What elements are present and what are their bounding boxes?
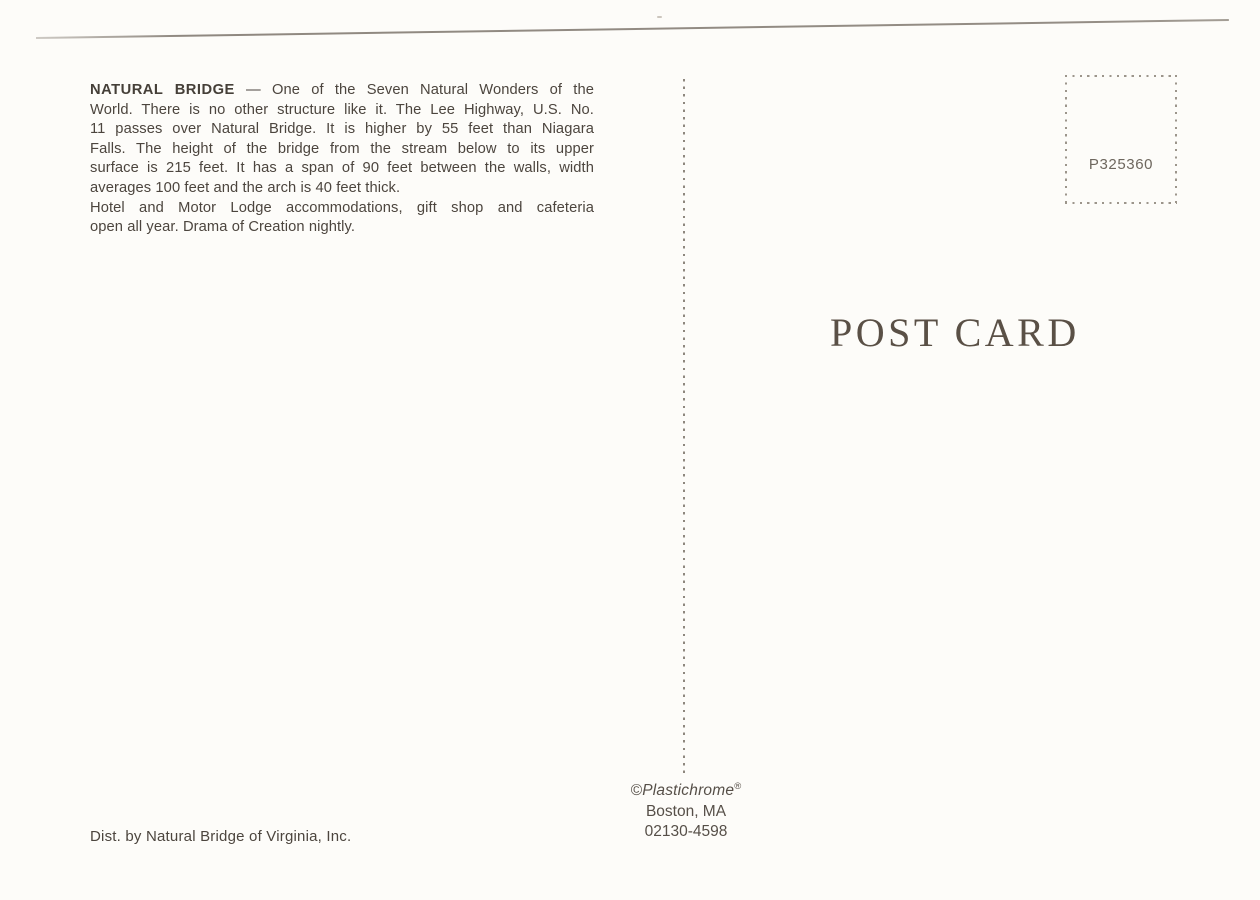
description-line: Falls. The height of the bridge from the stream below to its upper: [90, 140, 594, 157]
description-line: 11 passes over Natural Bridge. It is higher by 55 feet than Niagara: [90, 121, 594, 138]
description-line: open all year. Drama of Creation nightly.: [90, 219, 356, 236]
copyright-icon: ©: [630, 782, 643, 799]
publisher-name: Plastichrome: [642, 782, 735, 799]
publisher-name-line: [598, 781, 774, 802]
description-line: Hotel and Motor Lodge accommodations, gift shop and cafeteria: [90, 199, 594, 216]
address-divider-dotted-line: [683, 79, 685, 778]
publisher-city: Boston, MA: [645, 802, 727, 820]
stamp-box-number: P325360: [1088, 156, 1154, 173]
scan-speck: [657, 16, 662, 18]
description-line: averages 100 feet and the arch is 40 feet thick.: [90, 179, 401, 196]
description-line: [90, 81, 594, 101]
description-line-rest: — One of the Seven Natural Wonders of the: [234, 82, 594, 98]
publisher-credit: [598, 781, 774, 843]
description-line: World. There is no other structure like it. The Lee Highway, U.S. No.: [90, 101, 594, 118]
registered-trademark-icon: ®: [734, 780, 742, 792]
description-title: NATURAL BRIDGE: [90, 82, 235, 98]
publisher-zip: 02130-4598: [644, 823, 728, 840]
postcard-title: POST CARD: [830, 310, 1080, 355]
description-text: [90, 81, 594, 238]
description-line: surface is 215 feet. It has a span of 90 feet between the walls, width: [90, 160, 594, 177]
stamp-box: [1065, 75, 1177, 204]
scan-edge-line: [36, 19, 1229, 39]
distributor-credit: Dist. by Natural Bridge of Virginia, Inc.: [90, 828, 352, 845]
